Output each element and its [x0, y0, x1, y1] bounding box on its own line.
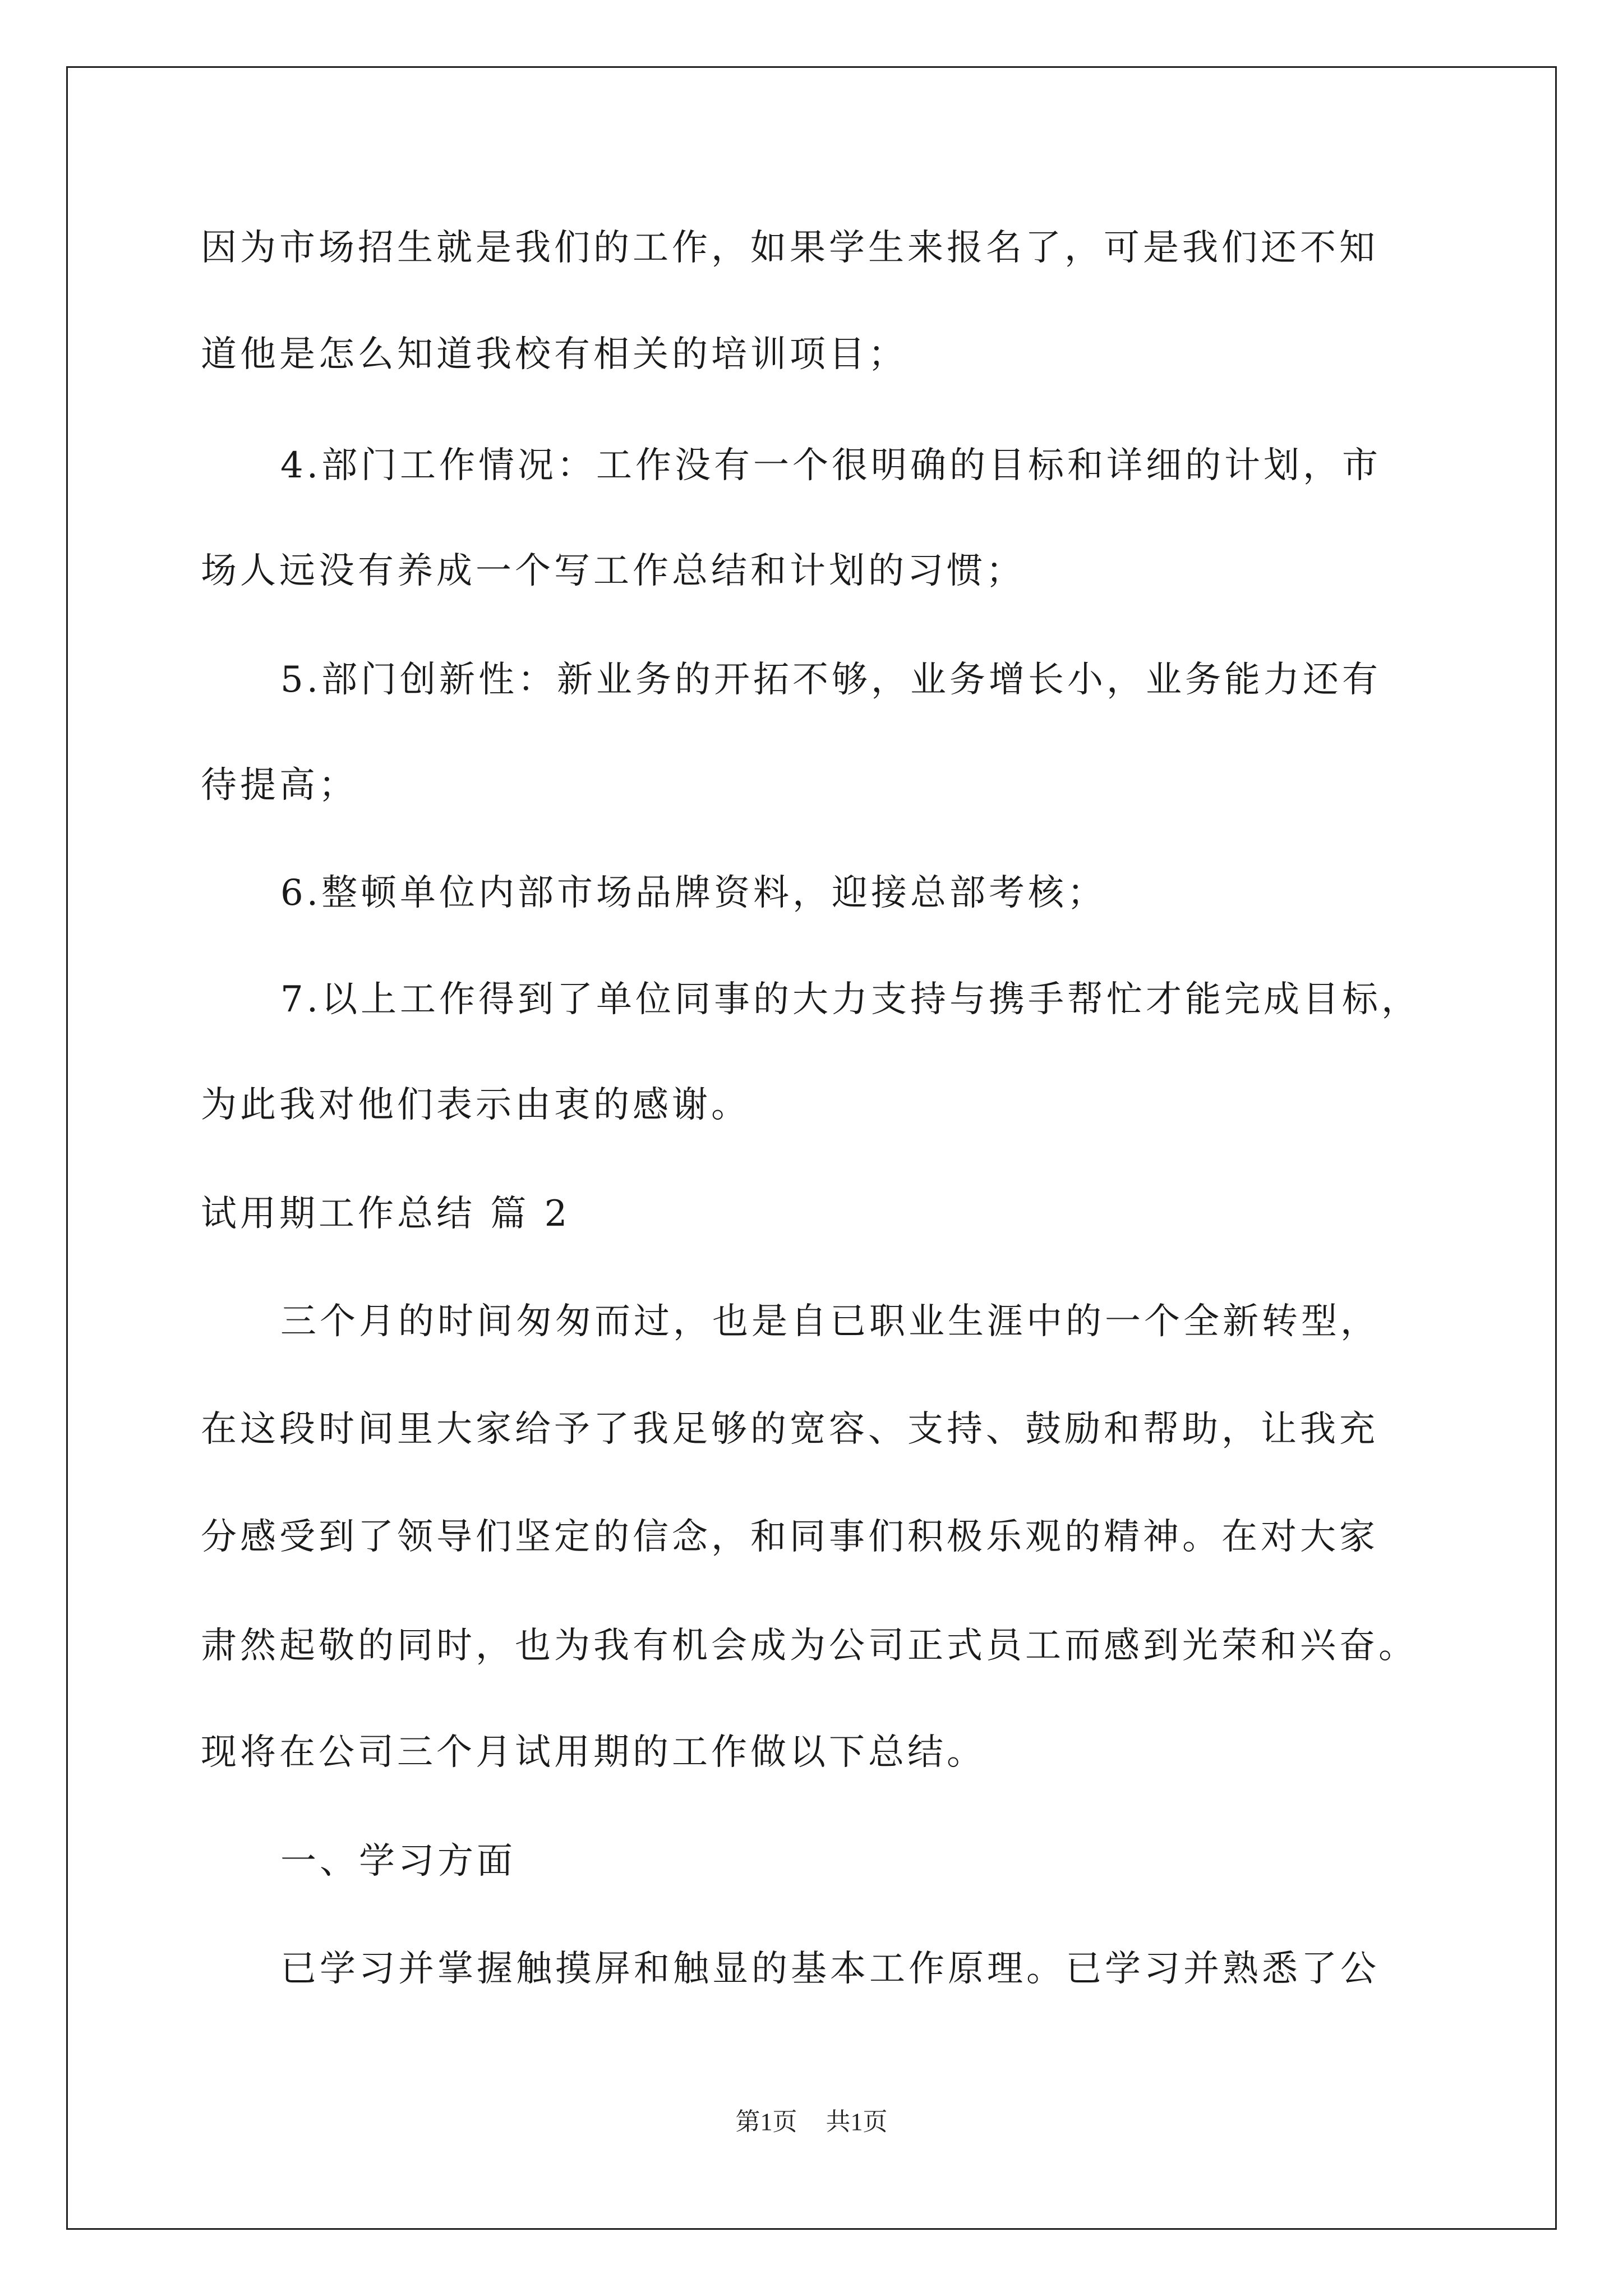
text-line: 现将在公司三个月试用期的工作做以下总结。 — [201, 1732, 986, 1773]
text-line: 分感受到了领导们坚定的信念，和同事们积极乐观的精神。在对大家 — [201, 1516, 1378, 1558]
subsection-heading: 一、学习方面 — [280, 1841, 516, 1882]
text-line: 因为市场招生就是我们的工作，如果学生来报名了，可是我们还不知 — [201, 227, 1378, 269]
page-number: 第1页 — [735, 2108, 797, 2136]
text-line: 待提高； — [201, 765, 358, 806]
text-line: 在这段时间里大家给予了我足够的宽容、支持、鼓励和帮助，让我充 — [201, 1409, 1378, 1450]
text-line: 为此我对他们表示由衷的感谢。 — [201, 1084, 750, 1126]
text-line: 肃然起敬的同时，也为我有机会成为公司正式员工而感到光荣和兴奋。 — [201, 1625, 1418, 1667]
text-line: 5.部门创新性：新业务的开拓不够，业务增长小，业务能力还有 — [280, 659, 1382, 701]
text-line: 道他是怎么知道我校有相关的培训项目； — [201, 334, 907, 375]
text-line: 三个月的时间匆匆而过，也是自已职业生涯中的一个全新转型， — [280, 1301, 1380, 1342]
page-total: 共1页 — [826, 2108, 888, 2136]
text-line: 4.部门工作情况：工作没有一个很明确的目标和详细的计划，市 — [280, 445, 1382, 486]
page-footer — [0, 2106, 1623, 2138]
section-heading: 试用期工作总结 篇 2 — [201, 1193, 571, 1235]
page-border — [66, 66, 1557, 2230]
text-line: 已学习并掌握触摸屏和触显的基本工作原理。已学习并熟悉了公 — [280, 1948, 1380, 1990]
text-line: 7.以上工作得到了单位同事的大力支持与携手帮忙才能完成目标， — [280, 979, 1421, 1020]
text-line: 场人远没有养成一个写工作总结和计划的习惯； — [201, 550, 1025, 592]
text-line: 6.整顿单位内部市场品牌资料，迎接总部考核； — [280, 872, 1107, 914]
